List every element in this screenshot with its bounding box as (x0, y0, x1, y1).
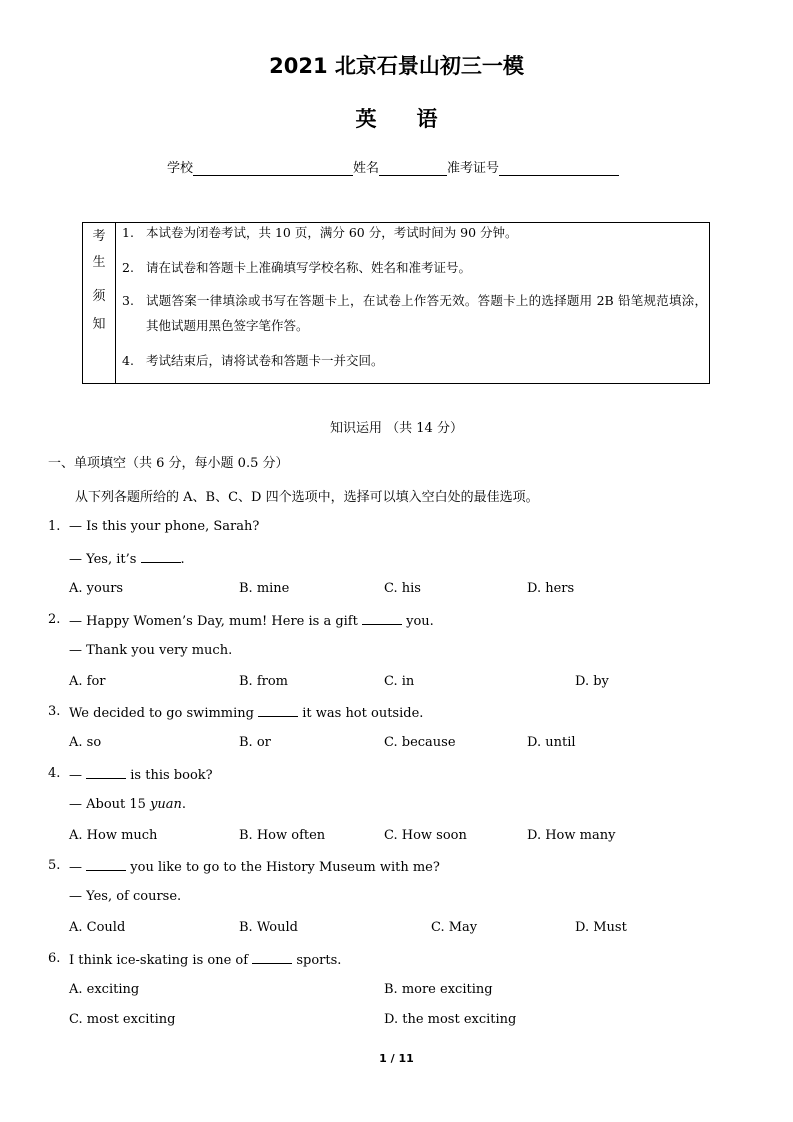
option-a[interactable]: A. yours (69, 581, 124, 596)
school-label: 学校 (167, 161, 194, 176)
option-b[interactable]: B. How often (239, 828, 326, 843)
option-d[interactable]: D. the most exciting (384, 1012, 517, 1027)
subject-title: 英语 (355, 107, 478, 131)
option-c[interactable]: C. in (384, 674, 415, 689)
option-d[interactable]: D. by (575, 674, 609, 689)
answer-blank (86, 766, 126, 779)
notice-item: 4. 考试结束后，请将试卷和答题卡一并交回。 (122, 353, 384, 368)
notice-side-label (83, 223, 116, 383)
question-stem: — Is this your phone, Sarah? (69, 519, 260, 534)
notice-item: 2. 请在试卷和答题卡上准确填写学校名称、姓名和准考证号。 (122, 260, 472, 275)
option-b[interactable]: B. or (239, 735, 271, 750)
notice-item: 1. 本试卷为闭卷考试，共 10 页，满分 60 分，考试时间为 90 分钟。 (122, 225, 518, 240)
option-a[interactable]: A. for (69, 674, 106, 689)
question-number: 4. (48, 766, 61, 781)
notice-item: 3. 试题答案一律填涂或书写在答题卡上，在试卷上作答无效。答题卡上的选择题用 2B 铅笔规范填涂，其他试题用黑色签字笔作答。 (122, 293, 707, 333)
candidate-notice-box (82, 222, 710, 384)
question-number: 6. (48, 951, 61, 966)
question-stem: — is this book? (69, 768, 213, 783)
notice-side-char: 知 (92, 317, 106, 332)
option-a[interactable]: A. exciting (69, 982, 140, 997)
option-c[interactable]: C. because (384, 735, 456, 750)
answer-blank (141, 550, 181, 563)
answer-blank (258, 704, 298, 717)
school-field[interactable] (193, 160, 353, 176)
question-response: — Yes, it’s . (69, 552, 185, 567)
option-d[interactable]: D. How many (527, 828, 616, 843)
option-b[interactable]: B. Would (239, 920, 298, 935)
option-c[interactable]: C. May (431, 920, 478, 935)
notice-side-char: 须 (92, 289, 106, 304)
option-d[interactable]: D. until (527, 735, 576, 750)
question-number: 3. (48, 704, 61, 719)
question-stem: — Happy Women’s Day, mum! Here is a gift you. (69, 614, 434, 629)
option-d[interactable]: D. Must (575, 920, 627, 935)
exam-title: 2021 北京石景山初三一模 (269, 54, 524, 78)
question-number: 1. (48, 519, 61, 534)
question-number: 5. (48, 858, 61, 873)
answer-blank (86, 858, 126, 871)
id-label: 准考证号 (447, 161, 500, 176)
option-a[interactable]: A. so (69, 735, 102, 750)
question-stem: — you like to go to the History Museum with me? (69, 860, 440, 875)
question-response: — Thank you very much. (69, 643, 233, 658)
question-response: — About 15 yuan. (69, 797, 187, 812)
option-a[interactable]: A. Could (69, 920, 126, 935)
id-field[interactable] (499, 160, 619, 176)
page-number: 1 / 11 (379, 1052, 414, 1065)
section-heading: 知识运用 （共 14 分） (330, 421, 463, 436)
question-number: 2. (48, 612, 61, 627)
option-b[interactable]: B. mine (239, 581, 290, 596)
option-c[interactable]: C. most exciting (69, 1012, 176, 1027)
candidate-info-line (167, 157, 619, 176)
notice-side-char: 考 (92, 229, 106, 244)
option-b[interactable]: B. from (239, 674, 288, 689)
option-c[interactable]: C. How soon (384, 828, 467, 843)
question-stem: I think ice-skating is one of sports. (69, 953, 342, 968)
question-stem: We decided to go swimming it was hot outside. (69, 706, 424, 721)
option-b[interactable]: B. more exciting (384, 982, 493, 997)
question-response: — Yes, of course. (69, 889, 182, 904)
option-c[interactable]: C. his (384, 581, 421, 596)
option-d[interactable]: D. hers (527, 581, 575, 596)
part-title: 一、单项填空（共 6 分，每小题 0.5 分） (48, 456, 289, 471)
name-field[interactable] (379, 160, 447, 176)
answer-blank (362, 612, 402, 625)
notice-side-char: 生 (92, 255, 106, 270)
answer-blank (252, 951, 292, 964)
option-a[interactable]: A. How much (69, 828, 158, 843)
part-instruction: 从下列各题所给的 A、B、C、D 四个选项中，选择可以填入空白处的最佳选项。 (75, 490, 539, 505)
name-label: 姓名 (353, 161, 380, 176)
